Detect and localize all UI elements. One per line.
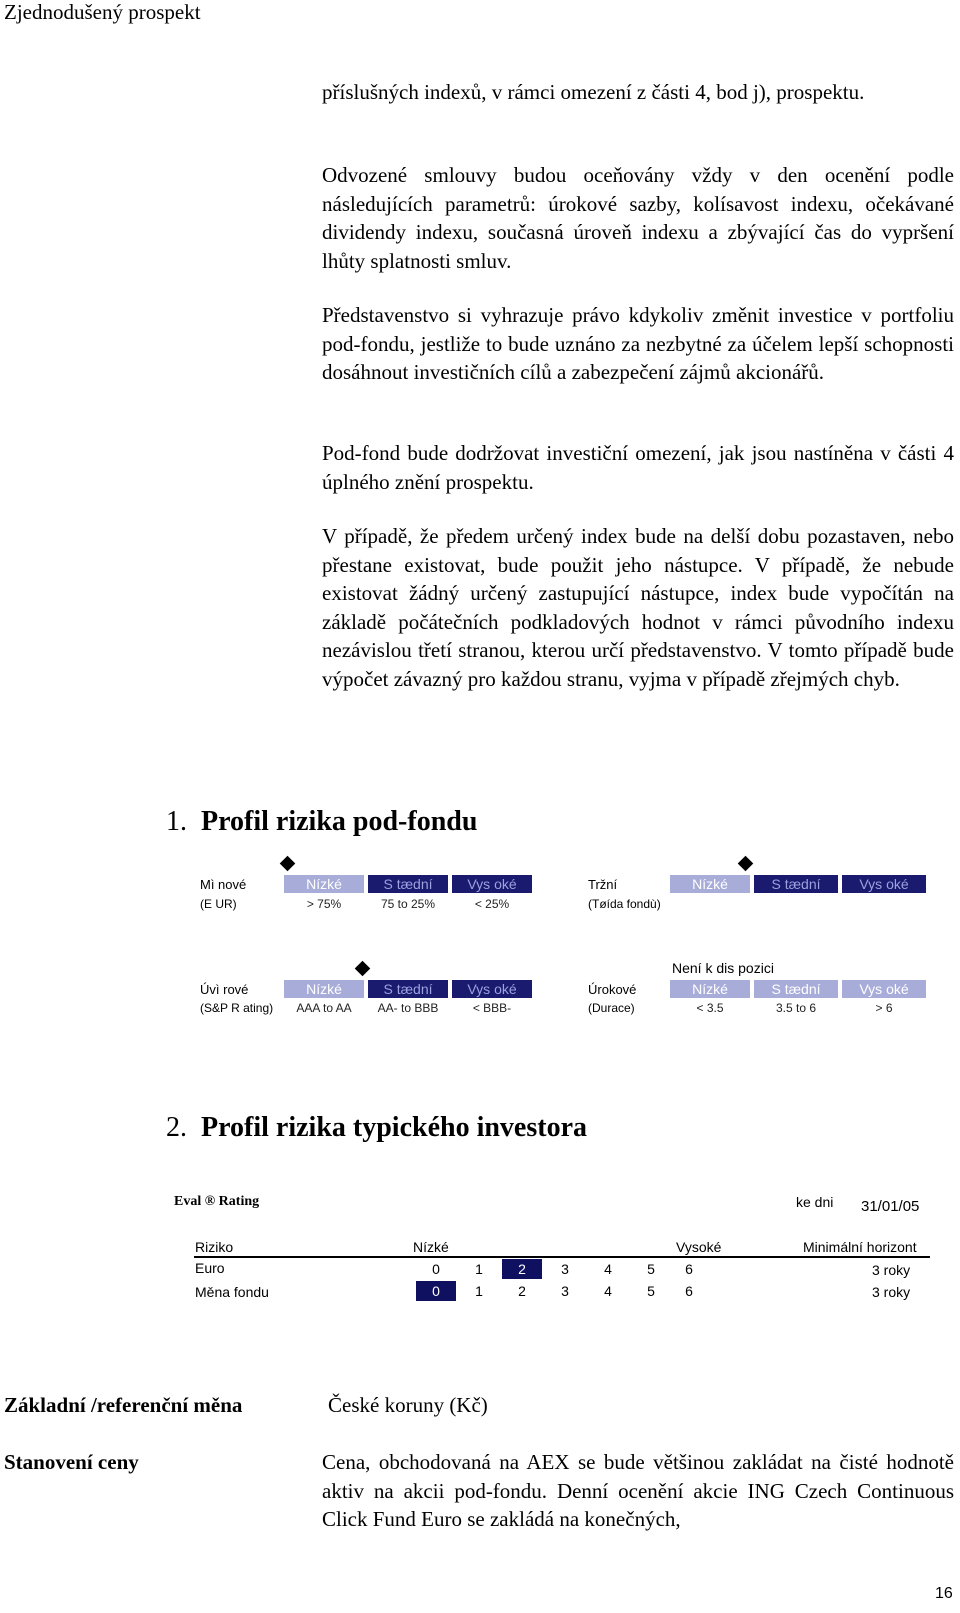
date-value: 31/01/05 [861,1198,920,1215]
row-euro-name: Euro [195,1260,225,1276]
uverove-sub: (S&P R ating) [200,1001,274,1015]
urokove-label: Úrokové [588,982,637,997]
col-risk-header: Riziko [195,1239,234,1255]
uverove-value-high: < BBB- [472,1001,512,1015]
trzni-high: Vys oké [842,875,926,893]
section-2-title: Profil rizika typického investora [201,1112,587,1143]
menove-high: Vys oké [452,875,532,893]
uverove-label: Úvì rové [200,982,249,997]
row-mena-scale-3: 3 [561,1283,569,1299]
menove-low: Nízké [284,875,364,893]
trzni-label: Tržní [588,877,618,892]
date-label: ke dni [796,1194,834,1210]
row-euro-scale-4: 4 [604,1261,612,1277]
row-mena-scale-4: 4 [604,1283,612,1299]
currency-value: České koruny (Kč) [328,1393,488,1417]
page-number: 16 [935,1585,953,1602]
col-high-header: Vysoké [676,1239,722,1255]
menove-mid: S tædní [368,875,448,893]
row-mena-scale-0-selected: 0 [416,1281,456,1301]
urokove-value-mid: 3.5 to 6 [775,1001,817,1015]
row-mena-scale-1: 1 [475,1283,483,1299]
section-1-title: Profil rizika pod-fondu [201,806,478,837]
section-1-heading [166,806,477,838]
currency-label: Základní /referenční měna [4,1393,243,1417]
page-header: Zjednodušený prospekt [4,0,201,24]
uverove-value-mid: AA- to BBB [377,1001,439,1015]
urokove-sub: (Durace) [588,1001,635,1015]
uverove-marker-icon [355,961,371,977]
row-mena-name: Měna fondu [195,1284,269,1300]
price-label: Stanovení ceny [4,1450,139,1474]
urokove-value-low: < 3.5 [696,1001,724,1015]
row-mena-horizon: 3 roky [872,1284,911,1300]
trzni-low: Nízké [670,875,750,893]
row-mena-scale-6: 6 [685,1283,693,1299]
urokove-high: Vys oké [842,980,926,998]
urokove-mid: S tædní [754,980,838,998]
trzni-mid: S tædní [754,875,838,893]
urokove-note: Není k dis pozici [672,960,774,976]
section-2-number: 2. [166,1112,187,1143]
row-euro-scale-1: 1 [475,1261,483,1277]
row-mena-scale-5: 5 [647,1283,655,1299]
row-euro-scale-2-selected: 2 [502,1259,542,1279]
price-text: Cena, obchodovaná na AEX se bude většinou zakládat na čisté hodnotě aktiv na akcii pod-fondu. Denní ocenění akcie ING Czech Continuous Click Fund Euro se zakládá na konečných, [322,1450,954,1531]
section-2-heading [166,1112,587,1144]
row-euro-scale-3: 3 [561,1261,569,1277]
uverove-high: Vys oké [452,980,532,998]
row-euro-horizon: 3 roky [872,1262,911,1278]
paragraph-restrictions: Pod-fond bude dodržovat investiční omezení, jak jsou nastíněna v části 4 úplného znění prospektu. [322,441,954,494]
paragraph-board: Představenstvo si vyhrazuje právo kdykoliv změnit investice v portfoliu pod-fondu, jestliže to bude uznáno za nezbytné za účelem lepší schopnosti dosáhnout investičních cílů a zabezpečení zájmů akcionářů. [322,303,954,384]
urokove-low: Nízké [670,980,750,998]
eval-rating-label: Eval ® Rating [174,1194,260,1209]
section-1-number: 1. [166,806,187,837]
col-low-header: Nízké [413,1239,449,1255]
menove-value-low: > 75% [306,897,342,911]
menove-sub: (E UR) [200,897,237,911]
menove-value-mid: 75 to 25% [380,897,436,911]
trzni-marker-icon [738,856,754,872]
paragraph-index-successor: V případě, že předem určený index bude na delší dobu pozastaven, nebo přestane existovat, bude použit jeho nástupce. V případě, že nebude existovat žádný určený zastupující nástupce, index bude vypočítán na základě počátečních podkladových hodnot v rámci původního indexu nezávislou třetí stranou, kterou určí představenstvo. V tomto případě bude výpočet závazný pro každou stranu, vyjma v případě zřejmých chyb. [322,524,954,691]
trzni-sub: (Tøída fondù) [588,897,661,911]
row-euro-scale-5: 5 [647,1261,655,1277]
paragraph-indices: příslušných indexů, v rámci omezení z části 4, bod j), prospektu. [322,80,865,104]
paragraph-derivatives: Odvozené smlouvy budou oceňovány vždy v den ocenění podle následujících parametrů: úrokové sazby, kolísavost indexu, očekávané dividendy indexu, současná úroveň indexu a zbývající čas do vypršení lhůty splatnosti smluv. [322,163,954,273]
menove-value-high: < 25% [474,897,510,911]
urokove-value-high: > 6 [875,1001,893,1015]
uverove-low: Nízké [284,980,364,998]
uverove-value-low: AAA to AA [296,1001,352,1015]
row-mena-scale-2: 2 [518,1283,526,1299]
menove-label: Mì nové [200,877,247,892]
row-euro-scale-6: 6 [685,1261,693,1277]
menove-marker-icon [280,856,296,872]
row-euro-scale-0: 0 [432,1261,440,1277]
col-horizon-header: Minimální horizont [803,1239,917,1255]
header-divider [194,1256,930,1258]
uverove-mid: S tædní [368,980,448,998]
